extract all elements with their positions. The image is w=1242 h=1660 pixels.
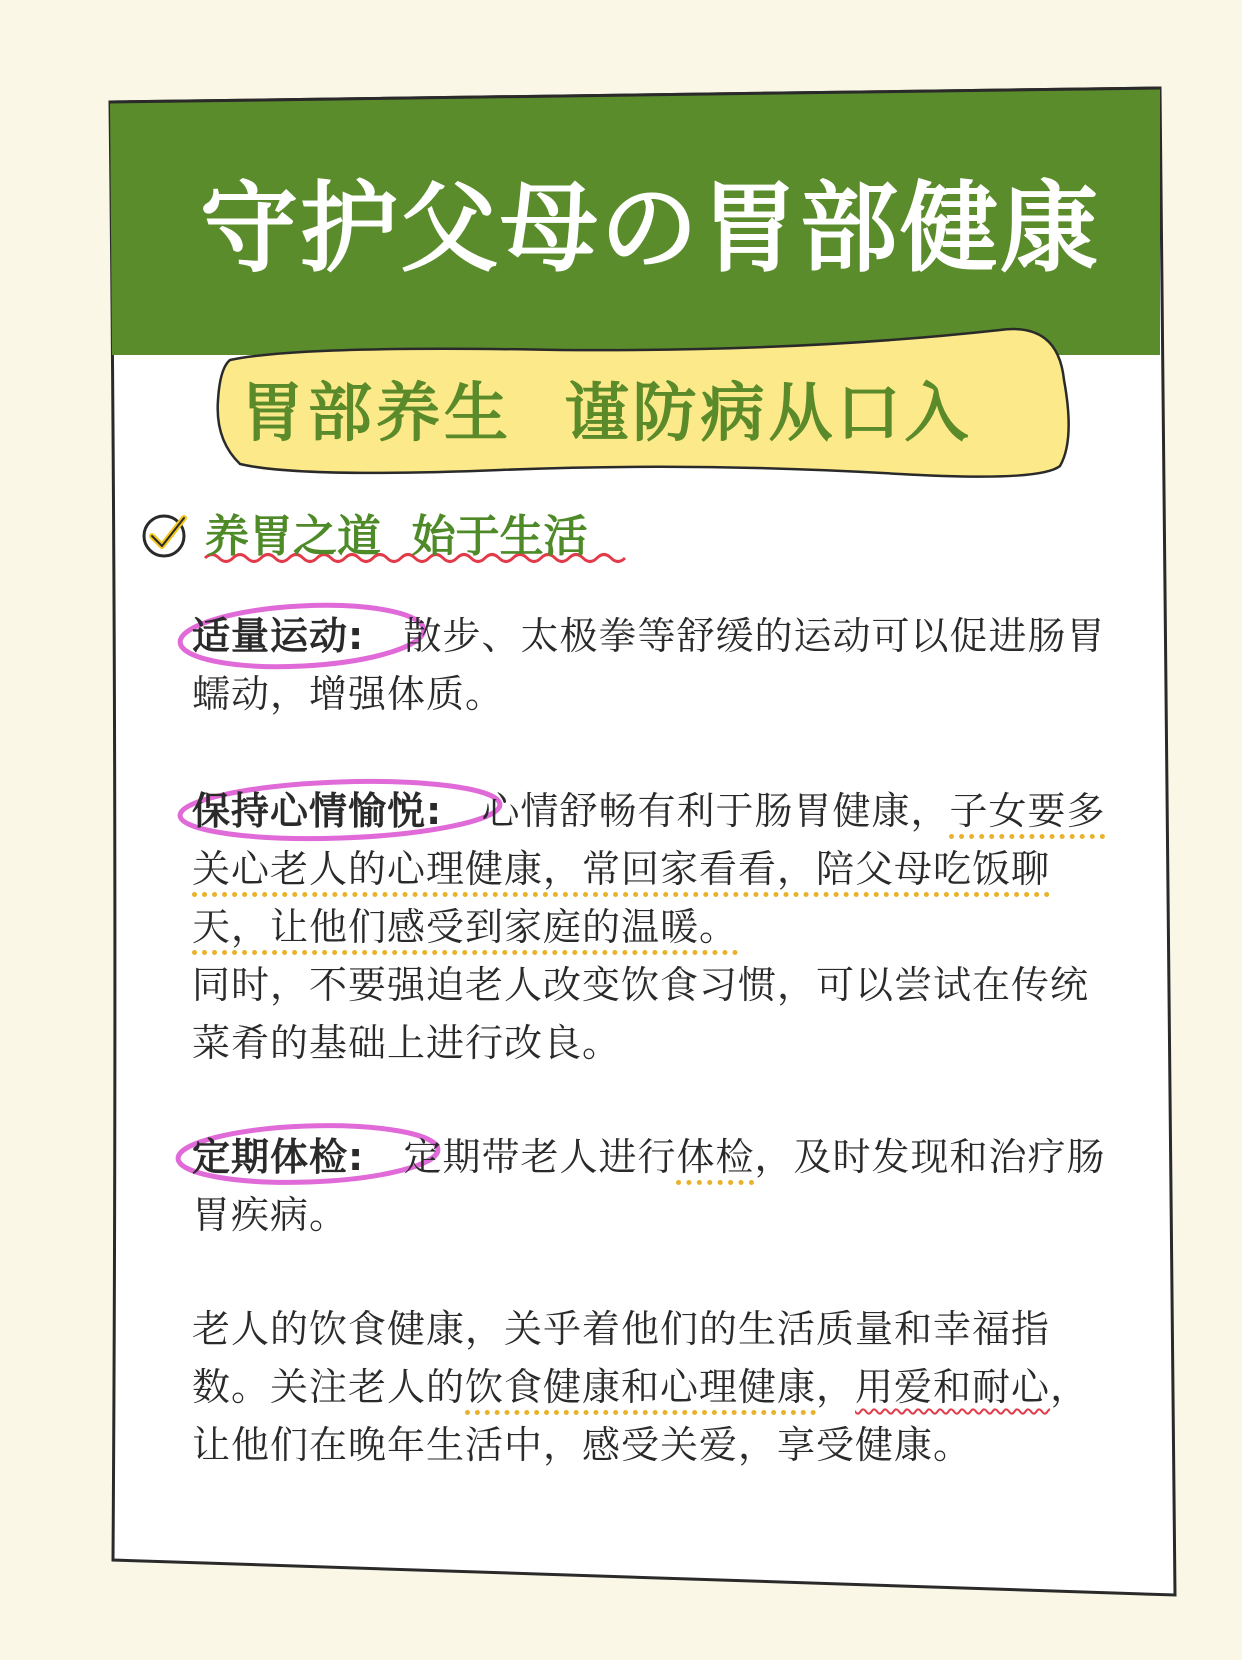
- item-text: 散步、太极拳等舒缓的运动可以促进肠胃蠕动，增强体质。: [192, 614, 1106, 716]
- conclusion-text: ，让他们在晚年生活中，感受关爱，享受健康。: [192, 1365, 1090, 1467]
- item-text-extra: 同时，不要强迫老人改变饮食习惯，可以尝试在传统菜肴的基础上进行改良。: [192, 963, 1090, 1065]
- item-text-dotted: 体检: [676, 1135, 755, 1179]
- item-key: 定期体检:: [192, 1135, 365, 1179]
- item-exercise: [192, 607, 1112, 723]
- conclusion-text: ，: [816, 1365, 856, 1409]
- item-mood: [192, 782, 1112, 1072]
- page-title: 守护父母の胃部健康: [199, 172, 1100, 286]
- checkmark-circle-icon: [140, 508, 192, 560]
- item-checkup: [192, 1128, 1112, 1244]
- item-key: 保持心情愉悦:: [192, 789, 443, 833]
- item-key: 适量运动:: [192, 614, 365, 658]
- subtitle: 胃部养生 谨防病从口入: [240, 377, 973, 451]
- conclusion-wavy: 用爱和耐心: [855, 1365, 1051, 1409]
- conclusion-dotted: 饮食健康和心理健康: [465, 1365, 817, 1409]
- item-text: 定期带老人进行: [403, 1135, 677, 1179]
- item-text: ，及时发现和治疗肠胃疾病。: [192, 1135, 1106, 1237]
- item-text: 心情舒畅有利于肠胃健康，: [481, 789, 950, 833]
- conclusion: [192, 1300, 1112, 1474]
- section-heading: 养胃之道 始于生活: [205, 511, 588, 562]
- item-text-dotted: 子女要多关心老人的心理健康，常回家看看，陪父母吃饭聊天，让他们感受到家庭的温暖。: [192, 789, 1106, 949]
- conclusion-text: 老人的饮食健康，关乎着他们的生活质量和幸福指数。关注老人的: [192, 1307, 1051, 1409]
